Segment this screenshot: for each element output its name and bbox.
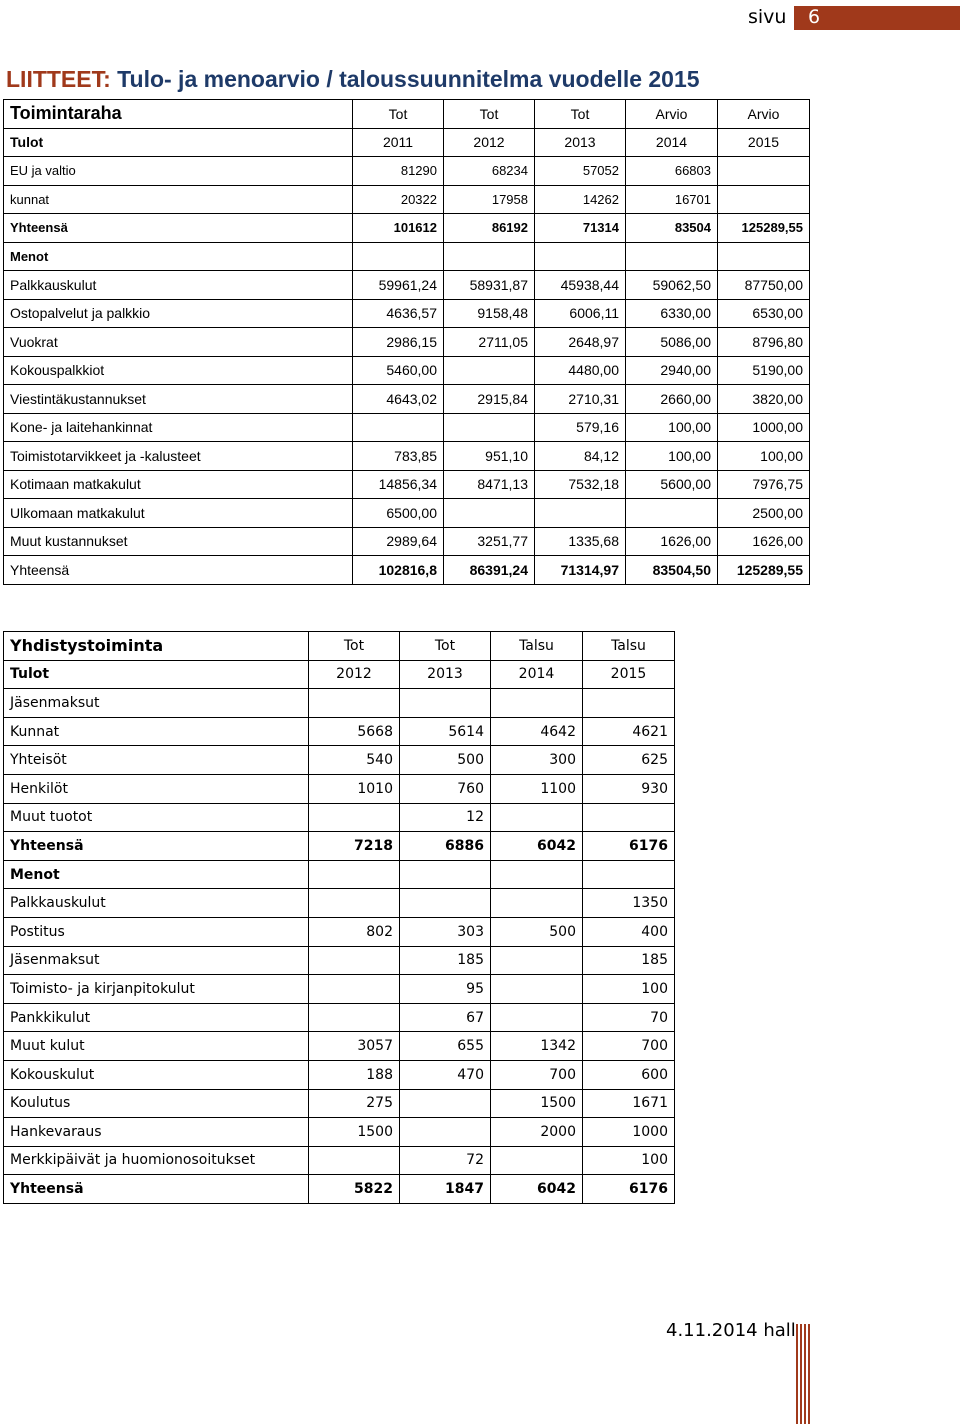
row-value: 14856,34 [353,470,444,499]
row-value [444,413,535,442]
row-value: 4643,02 [353,385,444,414]
row-label: Yhteensä [4,556,353,585]
row-value: 6042 [491,832,583,861]
table-row [4,556,810,585]
row-value [400,1089,491,1118]
row-label: Menot [4,860,309,889]
page-number: 6 [808,6,821,28]
table-row [4,975,675,1004]
row-label: Menot [4,242,353,271]
table-row [4,1175,675,1204]
row-value: 70 [583,1003,675,1032]
table-row [4,1118,675,1147]
row-value: 1847 [400,1175,491,1204]
table-row [4,413,810,442]
toimintaraha-col-type: Arvio [626,100,718,129]
row-value: 4480,00 [535,356,626,385]
title-label: LIITTEET: [6,66,111,92]
row-value: 700 [491,1060,583,1089]
row-value: 500 [400,746,491,775]
row-value [535,242,626,271]
title-text: Tulo- ja menoarvio / taloussuunnitelma vuodelle 2015 [117,66,700,92]
row-value: 83504 [626,214,718,243]
yhdistys-year: 2012 [309,660,400,689]
row-value [309,803,400,832]
row-value [491,803,583,832]
row-label: Henkilöt [4,774,309,803]
row-value [444,499,535,528]
row-value: 951,10 [444,442,535,471]
row-value: 20322 [353,185,444,214]
row-value [309,975,400,1004]
row-value: 102816,8 [353,556,444,585]
row-value: 6176 [583,832,675,861]
row-value: 87750,00 [718,271,810,300]
row-value [583,860,675,889]
yhdistys-section-title: Yhdistystoiminta [4,632,309,661]
table-row [4,356,810,385]
table-row [4,946,675,975]
row-value: 3820,00 [718,385,810,414]
table-row [4,1089,675,1118]
yhdistys-year-row [4,660,675,689]
yhdistys-year: 2013 [400,660,491,689]
row-value [309,860,400,889]
row-label: Ulkomaan matkakulut [4,499,353,528]
row-value: 1500 [309,1118,400,1147]
row-value: 68234 [444,157,535,186]
row-value: 66803 [626,157,718,186]
row-value: 500 [491,917,583,946]
table-row [4,299,810,328]
table-row [4,1003,675,1032]
row-value: 6042 [491,1175,583,1204]
row-value: 6530,00 [718,299,810,328]
table-row [4,717,675,746]
row-value [400,889,491,918]
row-label: Hankevaraus [4,1118,309,1147]
row-label: kunnat [4,185,353,214]
yhdistys-year: 2015 [583,660,675,689]
row-value: 2915,84 [444,385,535,414]
table-row [4,803,675,832]
row-label: Koulutus [4,1089,309,1118]
toimintaraha-year: 2011 [353,128,444,157]
toimintaraha-col-type: Tot [353,100,444,129]
row-value: 6006,11 [535,299,626,328]
row-value: 8796,80 [718,328,810,357]
table-row [4,746,675,775]
row-value: 4642 [491,717,583,746]
row-value: 7976,75 [718,470,810,499]
row-value: 71314,97 [535,556,626,585]
row-value: 100,00 [626,442,718,471]
row-value: 4621 [583,717,675,746]
row-value: 802 [309,917,400,946]
toimintaraha-year: 2013 [535,128,626,157]
row-value [718,242,810,271]
row-value: 400 [583,917,675,946]
row-value [491,1003,583,1032]
row-label: Kokouspalkkiot [4,356,353,385]
toimintaraha-table [3,99,810,585]
toimintaraha-tulot-label: Tulot [4,128,353,157]
row-value: 16701 [626,185,718,214]
table-row [4,271,810,300]
row-value: 625 [583,746,675,775]
row-value [626,242,718,271]
toimintaraha-year: 2014 [626,128,718,157]
row-value: 14262 [535,185,626,214]
yhdistystoiminta-table [3,631,675,1204]
table-row [4,385,810,414]
row-value: 930 [583,774,675,803]
row-value: 3057 [309,1032,400,1061]
row-value: 7218 [309,832,400,861]
toimintaraha-section-title: Toimintaraha [4,100,353,129]
row-value [353,413,444,442]
row-value: 1342 [491,1032,583,1061]
table-row [4,185,810,214]
row-value: 700 [583,1032,675,1061]
row-value [309,1003,400,1032]
row-value [309,946,400,975]
row-value: 86192 [444,214,535,243]
row-label: Palkkauskulut [4,889,309,918]
table-row [4,889,675,918]
row-value: 125289,55 [718,214,810,243]
page-label: sivu [748,6,787,28]
row-value: 600 [583,1060,675,1089]
table-row [4,860,675,889]
table-row [4,1146,675,1175]
row-label: Muut kustannukset [4,527,353,556]
row-label: Vuokrat [4,328,353,357]
toimintaraha-header-row [4,100,810,129]
row-value: 6886 [400,832,491,861]
page-title [6,66,700,93]
row-value: 59961,24 [353,271,444,300]
row-value: 300 [491,746,583,775]
row-label: Yhteensä [4,214,353,243]
row-value [400,689,491,718]
row-value [583,689,675,718]
row-value: 2940,00 [626,356,718,385]
row-value: 5668 [309,717,400,746]
row-label: Jäsenmaksut [4,946,309,975]
row-value: 83504,50 [626,556,718,585]
yhdistys-col-type: Tot [400,632,491,661]
row-label: Kokouskulut [4,1060,309,1089]
row-value: 84,12 [535,442,626,471]
row-value: 275 [309,1089,400,1118]
table-row [4,157,810,186]
yhdistys-col-type: Tot [309,632,400,661]
table-row [4,689,675,718]
row-value [309,889,400,918]
row-value: 67 [400,1003,491,1032]
row-value: 101612 [353,214,444,243]
yhdistys-col-type: Talsu [583,632,675,661]
row-value [491,689,583,718]
row-value: 71314 [535,214,626,243]
row-value: 1000 [583,1118,675,1147]
yhdistys-year: 2014 [491,660,583,689]
row-value: 8471,13 [444,470,535,499]
row-value [535,499,626,528]
row-value [444,242,535,271]
row-value: 59062,50 [626,271,718,300]
yhdistys-tulot-label: Tulot [4,660,309,689]
row-value: 760 [400,774,491,803]
row-value: 2986,15 [353,328,444,357]
toimintaraha-year-row [4,128,810,157]
row-value: 9158,48 [444,299,535,328]
yhdistys-col-type: Talsu [491,632,583,661]
row-value: 5614 [400,717,491,746]
row-label: Postitus [4,917,309,946]
row-label: Muut kulut [4,1032,309,1061]
row-label: Yhteensä [4,832,309,861]
row-value [400,1118,491,1147]
row-label: Kotimaan matkakulut [4,470,353,499]
row-value: 188 [309,1060,400,1089]
row-value: 4636,57 [353,299,444,328]
row-value: 58931,87 [444,271,535,300]
row-value: 125289,55 [718,556,810,585]
row-value [444,356,535,385]
row-value [583,803,675,832]
row-value: 1000,00 [718,413,810,442]
table-row [4,214,810,243]
row-label: Yhteisöt [4,746,309,775]
table-row [4,832,675,861]
row-label: Toimisto- ja kirjanpitokulut [4,975,309,1004]
row-value [309,1146,400,1175]
row-value: 6330,00 [626,299,718,328]
table-row [4,527,810,556]
row-value: 5600,00 [626,470,718,499]
toimintaraha-col-type: Tot [444,100,535,129]
row-value: 1671 [583,1089,675,1118]
row-value: 783,85 [353,442,444,471]
row-value: 540 [309,746,400,775]
row-value: 579,16 [535,413,626,442]
row-label: Kunnat [4,717,309,746]
row-label: Viestintäkustannukset [4,385,353,414]
row-value [400,860,491,889]
row-value [491,860,583,889]
table-row [4,442,810,471]
row-value: 6176 [583,1175,675,1204]
table-row [4,499,810,528]
row-value: 1335,68 [535,527,626,556]
row-value: 185 [400,946,491,975]
row-label: Jäsenmaksut [4,689,309,718]
table-row [4,470,810,499]
row-value [491,946,583,975]
row-label: Pankkikulut [4,1003,309,1032]
row-value: 95 [400,975,491,1004]
row-value: 100,00 [626,413,718,442]
row-value: 470 [400,1060,491,1089]
row-label: Yhteensä [4,1175,309,1204]
row-value: 86391,24 [444,556,535,585]
toimintaraha-col-type: Arvio [718,100,810,129]
row-value: 100 [583,975,675,1004]
row-value [491,975,583,1004]
row-label: EU ja valtio [4,157,353,186]
toimintaraha-year: 2012 [444,128,535,157]
row-value: 1626,00 [626,527,718,556]
row-value [353,242,444,271]
yhdistys-header-row [4,632,675,661]
row-value: 6500,00 [353,499,444,528]
table-row [4,242,810,271]
row-value: 1626,00 [718,527,810,556]
row-value [626,499,718,528]
row-value: 303 [400,917,491,946]
table-row [4,328,810,357]
row-value: 100 [583,1146,675,1175]
row-label: Merkkipäivät ja huomionosoitukset [4,1146,309,1175]
row-value: 72 [400,1146,491,1175]
row-value [491,889,583,918]
row-value: 655 [400,1032,491,1061]
row-value: 2989,64 [353,527,444,556]
row-value: 5086,00 [626,328,718,357]
row-value: 57052 [535,157,626,186]
row-label: Ostopalvelut ja palkkio [4,299,353,328]
row-value: 2648,97 [535,328,626,357]
row-value: 2000 [491,1118,583,1147]
toimintaraha-col-type: Tot [535,100,626,129]
row-value: 5460,00 [353,356,444,385]
row-value: 45938,44 [535,271,626,300]
row-value: 1100 [491,774,583,803]
row-value: 185 [583,946,675,975]
row-value: 1500 [491,1089,583,1118]
row-value [718,185,810,214]
row-value: 5190,00 [718,356,810,385]
row-value: 2660,00 [626,385,718,414]
row-label: Palkkauskulut [4,271,353,300]
row-value: 1010 [309,774,400,803]
footer-decoration [796,1324,810,1424]
row-value: 2500,00 [718,499,810,528]
row-value [309,689,400,718]
row-value: 1350 [583,889,675,918]
table-row [4,774,675,803]
row-value [491,1146,583,1175]
table-row [4,1060,675,1089]
row-value: 12 [400,803,491,832]
row-value: 81290 [353,157,444,186]
row-value: 5822 [309,1175,400,1204]
row-value: 2711,05 [444,328,535,357]
row-value [718,157,810,186]
row-value: 100,00 [718,442,810,471]
row-value: 2710,31 [535,385,626,414]
footer-date: 4.11.2014 hall [666,1320,796,1341]
table-row [4,1032,675,1061]
toimintaraha-year: 2015 [718,128,810,157]
row-value: 7532,18 [535,470,626,499]
row-value: 17958 [444,185,535,214]
row-label: Muut tuotot [4,803,309,832]
row-label: Toimistotarvikkeet ja -kalusteet [4,442,353,471]
table-row [4,917,675,946]
row-value: 3251,77 [444,527,535,556]
row-label: Kone- ja laitehankinnat [4,413,353,442]
